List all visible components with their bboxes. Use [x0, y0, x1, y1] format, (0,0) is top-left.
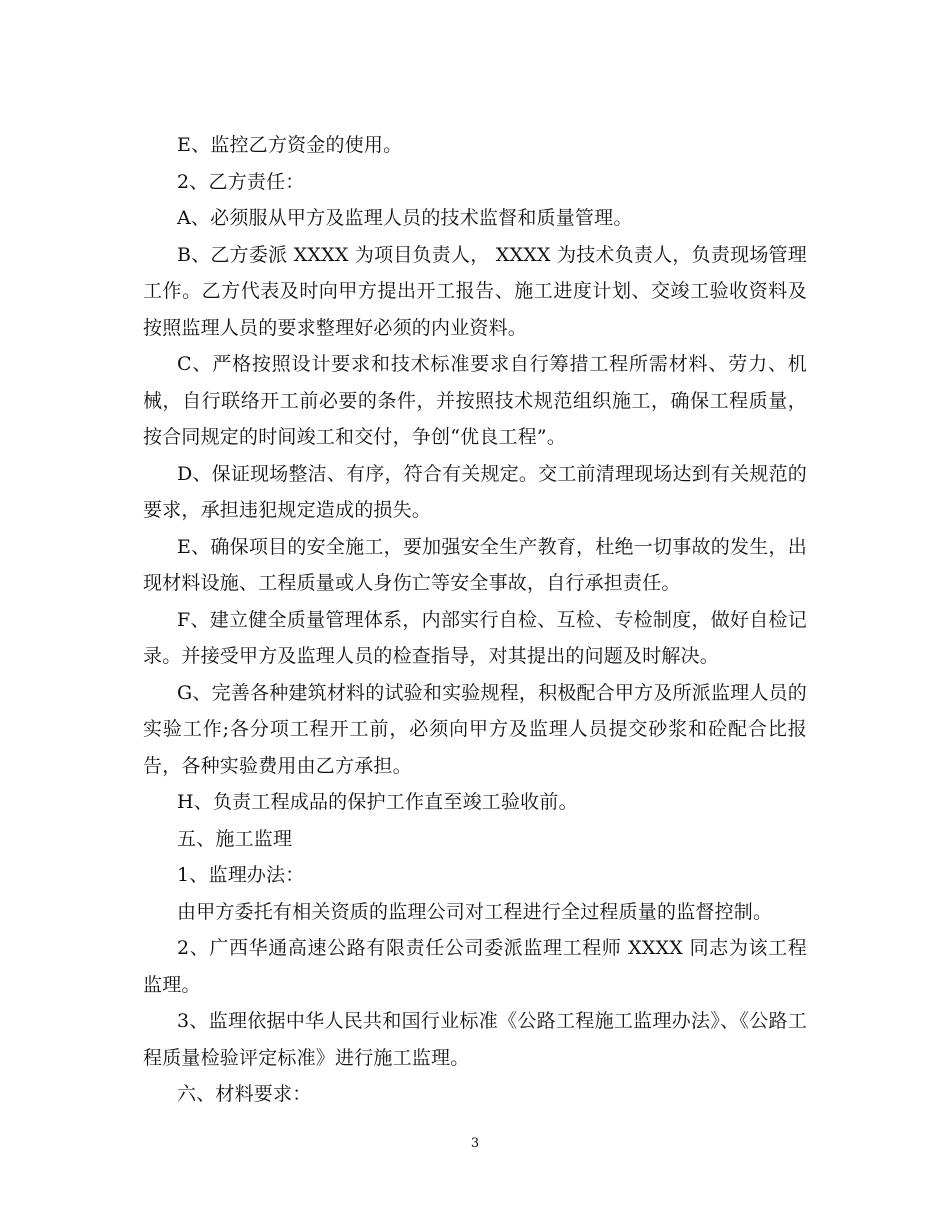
paragraph-supervision-method: 由甲方委托有相关资质的监理公司对工程进行全过程质量的监督控制。 — [177, 900, 773, 923]
paragraph-b-item-f: F、建立健全质量管理体系，内部实行自检、互检、专检制度，做好自检记录。并接受甲方及监理人员的检查指导，对其提出的问题及时解决。 — [143, 608, 807, 667]
paragraph-b-item-g: G、完善各种建筑材料的试验和实验规程，积极配合甲方及所派监理人员的实验工作;各分项工程开工前，必须向甲方及监理人员提交砂浆和砼配合比报告，各种实验费用由乙方承担。 — [143, 681, 807, 777]
paragraph-supervision-engineer: 2、广西华通高速公路有限责任公司委派监理工程师 XXXX 同志为该工程监理。 — [143, 937, 807, 996]
paragraph-b-item-d: D、保证现场整洁、有序，符合有关规定。交工前清理现场达到有关规范的要求，承担违犯规定造成的损失。 — [143, 462, 807, 521]
paragraph-b-item-e: E、确保项目的安全施工，要加强安全生产教育，杜绝一切事故的发生，出现材料设施、工程质量或人身伤亡等安全事故，自行承担责任。 — [143, 535, 807, 594]
paragraph-supervision-standards: 3、监理依据中华人民共和国行业标准《公路工程施工监理办法》、《公路工程质量检验评定标准》进行施工监理。 — [143, 1010, 807, 1069]
paragraph-b-item-c: C、严格按照设计要求和技术标准要求自行筹措工程所需材料、劳力、机械，自行联络开工前必要的条件，并按照技术规范组织施工，确保工程质量，按合同规定的时间竣工和交付，争创“优良工程”。 — [143, 353, 807, 448]
document-body — [143, 127, 807, 1113]
heading-party-b-responsibilities: 2、乙方责任： — [177, 170, 305, 193]
page-number: 3 — [470, 1136, 480, 1151]
paragraph-party-a-fund-monitoring: E、监控乙方资金的使用。 — [177, 134, 403, 156]
paragraph-b-item-b: B、乙方委派 XXXX 为项目负责人， XXXX 为技术负责人，负责现场管理工作。乙方代表及时向甲方提出开工报告、施工进度计划、交竣工验收资料及按照监理人员的要求整理好必须的内业资料。 — [143, 243, 807, 339]
paragraph-b-item-h: H、负责工程成品的保护工作直至竣工验收前。 — [177, 791, 578, 813]
section-heading-supervision: 五、施工监理 — [177, 827, 293, 850]
subheading-supervision-method: 1、监理办法： — [177, 864, 305, 886]
section-heading-material-requirements: 六、材料要求： — [177, 1083, 312, 1105]
paragraph-b-item-a: A、必须服从甲方及监理人员的技术监督和质量管理。 — [177, 207, 633, 229]
